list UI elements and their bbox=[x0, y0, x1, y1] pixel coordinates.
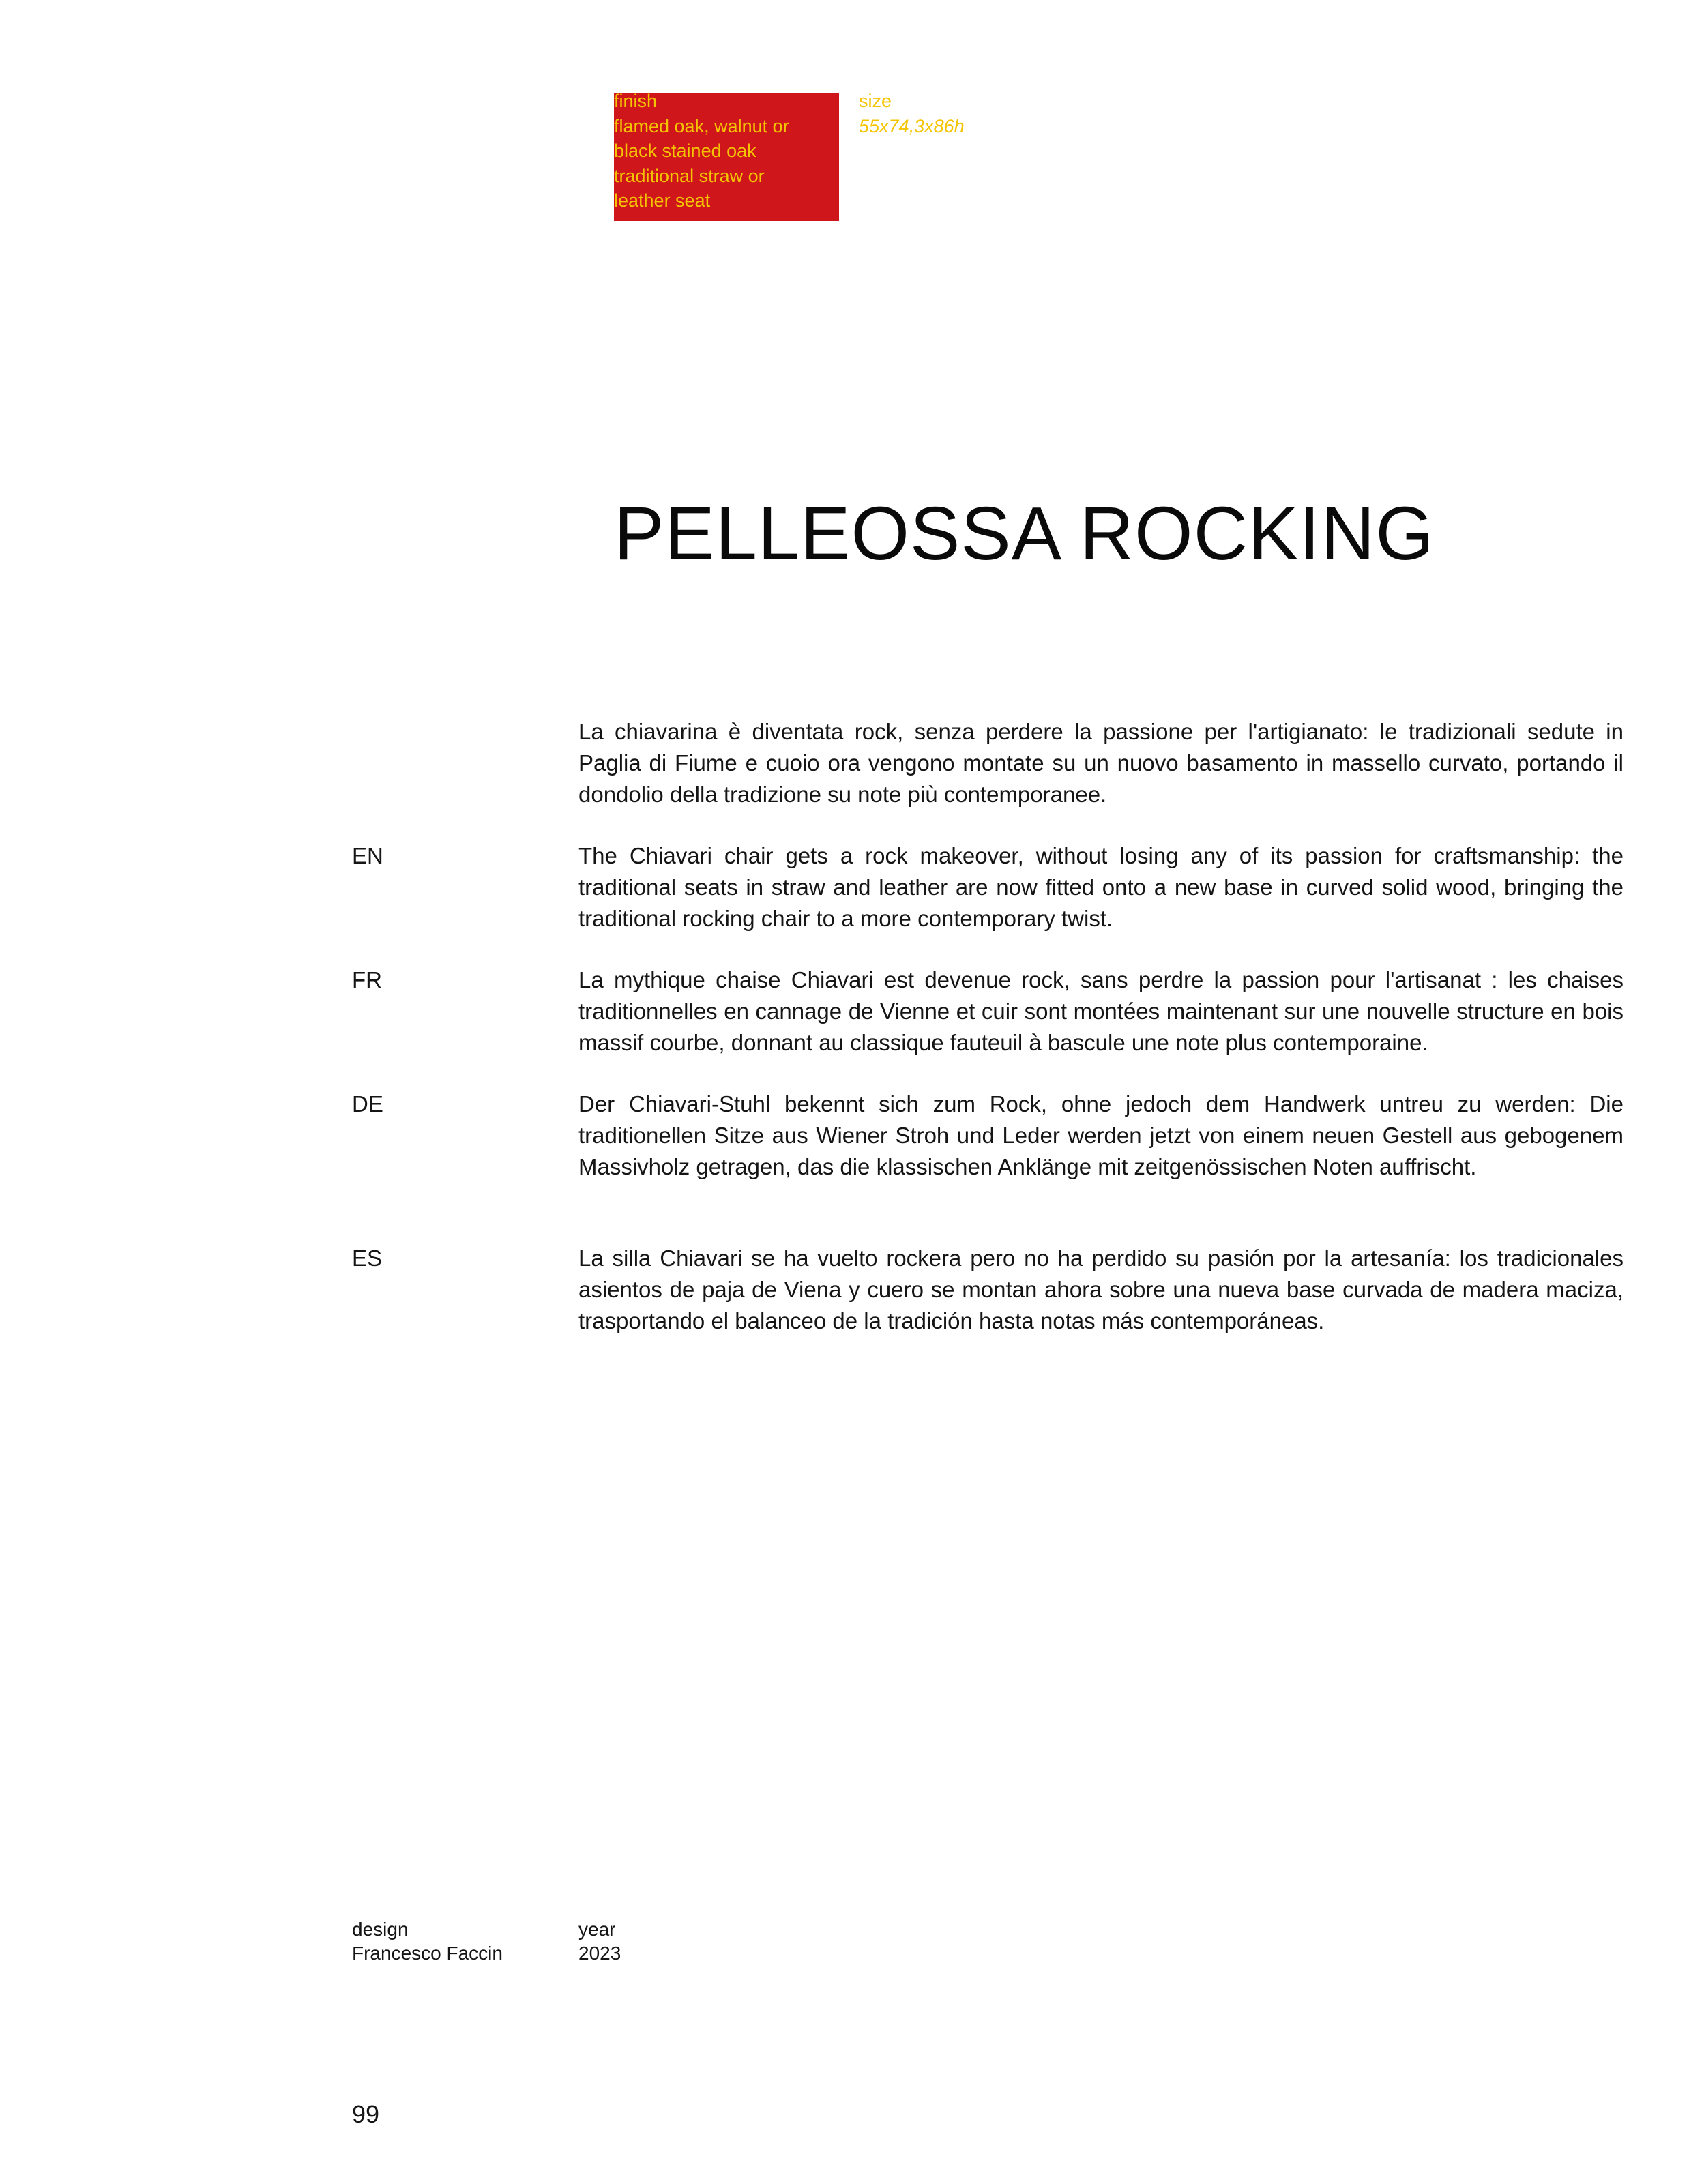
size-label: size bbox=[859, 91, 892, 111]
finish-line: flamed oak, walnut or bbox=[614, 115, 789, 136]
description-de: Der Chiavari-Stuhl bekennt sich zum Rock, ohne jedoch dem Handwerk untreu zu werden: Die traditionellen Sitze aus Wiener Stroh und Leder werden jetzt von einem neuen Gestell aus gebogenem Massivholz getragen, das die klassischen Anklänge mit zeitgenössischen Noten auffrischt. bbox=[578, 1091, 1624, 1179]
page-number: 99 bbox=[352, 2100, 380, 2128]
design-label: design bbox=[352, 1919, 409, 1940]
year-value: 2023 bbox=[578, 1943, 621, 1964]
finish-label: finish bbox=[614, 91, 658, 111]
year-credit bbox=[578, 1917, 621, 1965]
description-en: The Chiavari chair gets a rock makeover, without losing any of its passion for craftsmanship: the traditional seats in straw and leather are now fitted onto a new base in curved solid wood, bringing the traditional rocking chair to a more contemporary twist. bbox=[578, 843, 1624, 931]
size-spec bbox=[859, 89, 1063, 138]
language-label-de: DE bbox=[352, 1091, 383, 1117]
designer-name: Francesco Faccin bbox=[352, 1943, 503, 1964]
finish-line: leather seat bbox=[614, 190, 711, 211]
language-label-fr: FR bbox=[352, 967, 382, 992]
size-value: 55x74,3x86h bbox=[859, 115, 965, 136]
finish-spec bbox=[614, 89, 846, 213]
finish-line: traditional straw or bbox=[614, 165, 765, 186]
description-it: La chiavarina è diventata rock, senza perdere la passione per l'artigianato: le tradizionali sedute in Paglia di Fiume e cuoio ora vengono montate su un nuovo basamento in massello curvato, portando il dondolio della tradizione su note più contemporanee. bbox=[578, 719, 1624, 807]
design-credit bbox=[352, 1917, 503, 1965]
product-title: PELLEOSSA ROCKING bbox=[614, 492, 1435, 576]
finish-line: black stained oak bbox=[614, 141, 756, 161]
description-fr: La mythique chaise Chiavari est devenue rock, sans perdre la passion pour l'artisanat : les chaises traditionnelles en cannage de Vienne et cuir sont montées maintenant sur une nouvelle structure en bois massif courbe, donnant au classique fauteuil à bascule une note plus contemporaine. bbox=[578, 967, 1624, 1055]
language-label-en: EN bbox=[352, 843, 383, 868]
language-label-es: ES bbox=[352, 1245, 383, 1271]
year-label: year bbox=[578, 1919, 616, 1940]
description-es: La silla Chiavari se ha vuelto rockera pero no ha perdido su pasión por la artesanía: los tradicionales asientos de paja de Viena y cuero se montan ahora sobre una nueva base curvada de madera maciza, trasportando el balanceo de la tradición hasta notas más contemporáneas. bbox=[578, 1245, 1624, 1333]
